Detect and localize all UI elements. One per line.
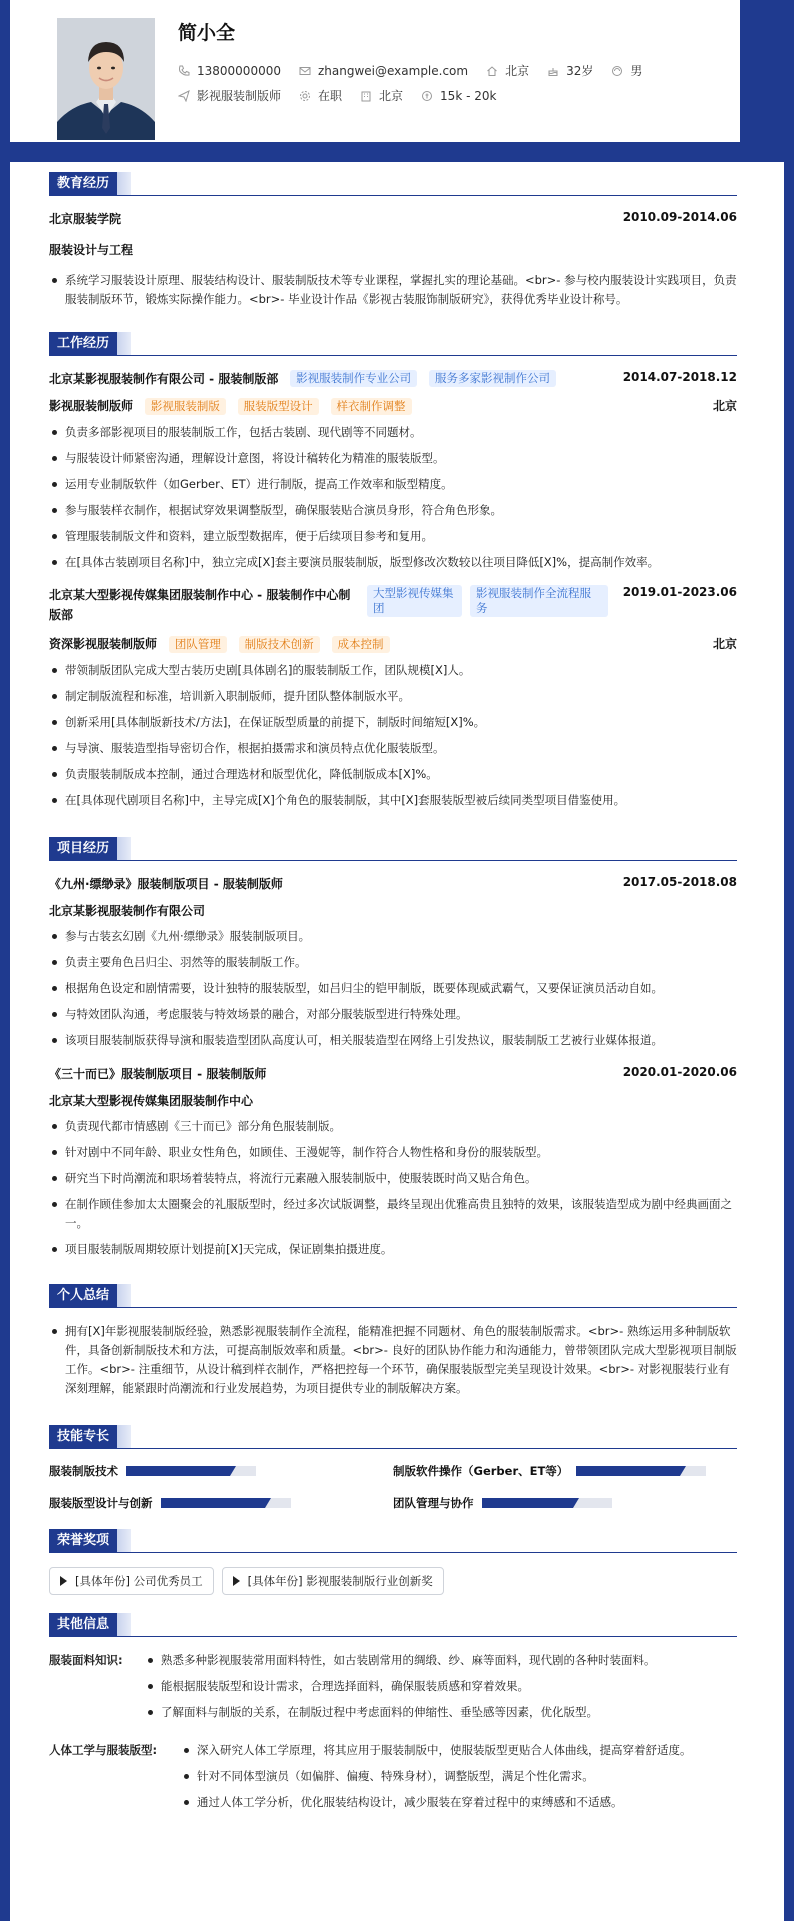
award-text: [具体年份] 公司优秀员工 [75,1574,203,1588]
building-icon [360,90,372,102]
section-divider [49,860,737,861]
role-tag: 样衣制作调整 [331,398,412,415]
frame-right [784,150,794,1921]
role-tag: 制版技术创新 [239,636,320,653]
list-item: 在制作顾佳参加太太圈聚会的礼服版型时，经过多次试版调整，最终呈现出优雅高贵且独特的效果，该服装造型成为剧中经典画面之一。 [49,1195,737,1233]
summary-text: 拥有[X]年影视服装制版经验，熟悉影视服装制作全流程，能精准把握不同题材、角色的服装制版需求。<br>- 熟练运用多种制版软件，具备创新制版技术和方法，可提高制版效率和质量。<br>- 良好的团队协作能力和沟通能力，曾带领团队完成大型影视项目制版工作。<br>- 注重细节，从设计稿到样衣制作，严格把控每一个环节，确保服装版型完美呈现设计效果。<br>- 对影视服装行业有深刻理解，能紧跟时尚潮流和行业发展趋势，为项目提供专业的制版解决方案。 [49,1322,737,1398]
skill-bar [482,1498,612,1508]
project-name: 《九州·缥缈录》服装制版项目 - 服装制版师 [49,877,283,891]
section-skills [49,1425,737,1449]
role-tag: 服装版型设计 [238,398,319,415]
section-other [49,1613,737,1637]
section-divider [49,1552,737,1553]
play-icon [233,1576,240,1586]
status [299,87,342,104]
profile-name: 简小全 [178,22,236,44]
section-title: 项目经历 [49,837,117,861]
list-item: 能根据服装版型和设计需求，合理选择面料，确保服装质感和穿着效果。 [145,1677,737,1696]
section-projects [49,837,737,861]
target-city-text: 北京 [379,89,404,103]
list-item: 针对不同体型演员（如偏胖、偏瘦、特殊身材），调整版型，满足个性化需求。 [181,1767,737,1786]
project-org: 北京某大型影视传媒集团服装制作中心 [49,1094,254,1108]
email [299,64,468,78]
edu-date: 2010.09-2014.06 [622,210,737,224]
section-title: 个人总结 [49,1284,117,1308]
play-icon [60,1576,67,1586]
section-title: 教育经历 [49,172,117,196]
company-name: 北京某大型影视传媒集团服装制作中心 - 服装制作中心制版部 [49,588,351,622]
company-tag: 影视服装制作全流程服务 [470,585,608,617]
work-entry [49,585,737,810]
salary [421,89,496,103]
location-text: 北京 [505,64,530,78]
list-item: 制定制版流程和标准，培训新入职制版师，提升团队整体制版水平。 [49,687,737,706]
salary-text: 15k - 20k [440,88,497,103]
section-divider [49,1448,737,1449]
profile-header [10,0,740,142]
frame-divider [0,142,740,150]
list-item: 与特效团队沟通，考虑服装与特效场景的融合，对部分服装版型进行特殊处理。 [49,1005,737,1024]
list-item: 管理服装制版文件和资料，建立版型数据库，便于后续项目参考和复用。 [49,527,737,546]
project-date: 2017.05-2018.08 [622,875,737,889]
cake-icon [547,65,559,77]
job-role: 影视服装制版师 [49,399,134,413]
project-entry [49,875,737,1050]
gender [611,62,642,79]
role-tag: 团队管理 [169,636,227,653]
company-tag: 影视服装制作专业公司 [290,370,417,387]
frame-top-right [740,0,794,150]
awards-list [49,1567,737,1595]
section-divider [49,355,737,356]
list-item: 负责多部影视项目的服装制版工作，包括古装剧、现代剧等不同题材。 [49,423,737,442]
list-item: 在[具体现代剧项目名称]中，主导完成[X]个角色的服装制版，其中[X]套服装版型被后续同类型项目借鉴使用。 [49,791,737,810]
gear-icon [299,90,311,102]
project-entry [49,1065,737,1259]
list-item: 带领制版团队完成大型古装历史剧[具体剧名]的服装制版工作，团队规模[X]人。 [49,661,737,680]
work-date: 2014.07-2018.12 [622,370,737,384]
list-item: 针对剧中不同年龄、职业女性角色，如顾佳、王漫妮等，制作符合人物性格和身份的服装版型。 [49,1143,737,1162]
phone-icon [178,65,190,77]
work-entry [49,370,737,572]
list-item: 根据角色设定和剧情需要，设计独特的服装版型，如吕归尘的铠甲制版，既要体现威武霸气，又要保证演员活动自如。 [49,979,737,998]
send-icon [178,90,190,102]
skill-item [49,1463,393,1479]
list-item: 系统学习服装设计原理、服装结构设计、服装制版技术等专业课程，掌握扎实的理论基础。<br>- 参与校内服装设计实践项目，负责服装制版环节，锻炼实际操作能力。<br>- 毕业设计作品《影视古装服饰制版研究》，获得优秀毕业设计称号。 [49,271,737,309]
other-block [49,1651,737,1729]
section-education [49,172,737,196]
work-city: 北京 [712,399,737,413]
skill-item [393,1463,737,1479]
list-item: 与服装设计师紧密沟通，理解设计意图，将设计稿转化为精准的服装版型。 [49,449,737,468]
section-title: 荣誉奖项 [49,1529,117,1553]
section-divider [49,1307,737,1308]
target-job-text: 影视服装制版师 [197,89,282,103]
section-title: 其他信息 [49,1613,117,1637]
list-item: 负责服装制版成本控制，通过合理选材和版型优化，降低制版成本[X]%。 [49,765,737,784]
skill-level-fill [161,1498,265,1508]
frame-left [0,0,10,1921]
avatar-portrait-icon [57,18,155,140]
list-item: 了解面料与制版的关系，在制版过程中考虑面料的伸缩性、垂坠感等因素，优化版型。 [145,1703,737,1722]
project-date: 2020.01-2020.06 [622,1065,737,1079]
skill-level-fill [126,1466,230,1476]
skill-level-fill [482,1498,573,1508]
list-item: 熟悉多种影视服装常用面料特性，如古装剧常用的绸缎、纱、麻等面料，现代剧的各种时装面料。 [145,1651,737,1670]
skill-level-fill [576,1466,680,1476]
status-text: 在职 [318,89,343,103]
resume-content [49,172,737,1819]
list-item: 参与古装玄幻剧《九州·缥缈录》服装制版项目。 [49,927,737,946]
job-role: 资深影视服装制版师 [49,637,158,651]
role-tag: 成本控制 [332,636,390,653]
list-item: 参与服装样衣制作，根据试穿效果调整版型，确保服装贴合演员身形，符合角色形象。 [49,501,737,520]
list-item: 项目服装制版周期较原计划提前[X]天完成，保证剧集拍摄进度。 [49,1240,737,1259]
section-awards [49,1529,737,1553]
skill-bar [576,1466,706,1476]
skill-name: 制版软件操作（Gerber、ET等） [393,1464,569,1478]
gender-icon [611,65,623,77]
skill-name: 团队管理与协作 [393,1496,474,1510]
company-tag: 大型影视传媒集团 [367,585,462,617]
list-item: 负责现代都市情感剧《三十而已》部分角色服装制版。 [49,1117,737,1136]
target-job [178,87,281,104]
award-text: [具体年份] 影视服装制版行业创新奖 [247,1574,433,1588]
project-org: 北京某影视服装制作有限公司 [49,904,206,918]
list-item: 运用专业制版软件（如Gerber、ET）进行制版，提高工作效率和版型精度。 [49,475,737,494]
list-item: 研究当下时尚潮流和职场着装特点，将流行元素融入服装制版中，使服装既时尚又贴合角色。 [49,1169,737,1188]
skills-grid [49,1463,737,1511]
email-text: zhangwei@example.com [317,63,469,78]
skill-bar [161,1498,291,1508]
job-intent-row [178,87,514,104]
award-item [49,1567,214,1595]
company-tag: 服务多家影视制作公司 [429,370,556,387]
project-name: 《三十而已》服装制版项目 - 服装制版师 [49,1067,267,1081]
section-divider [49,195,737,196]
age-text: 32岁 [566,64,594,78]
company-name: 北京某影视服装制作有限公司 - 服装制版部 [49,372,279,386]
home-icon [486,65,498,77]
age [547,62,593,79]
skill-item [393,1495,737,1511]
award-item [222,1567,444,1595]
list-item: 创新采用[具体制版新技术/方法]，在保证版型质量的前提下，制版时间缩短[X]%。 [49,713,737,732]
major: 服装设计与工程 [49,243,134,257]
list-item: 在[具体古装剧项目名称]中，独立完成[X]套主要演员服装制版，版型修改次数较以往项目降低[X]%，提高制作效率。 [49,553,737,572]
phone-text: 13800000000 [197,63,281,78]
skill-name: 服装制版技术 [49,1464,118,1478]
work-date: 2019.01-2023.06 [622,585,737,599]
section-divider [49,1636,737,1637]
avatar [57,18,155,140]
frame-band [10,150,794,162]
section-work [49,332,737,356]
other-key: 服装面料知识: [49,1653,123,1667]
list-item: 通过人体工学分析，优化服装结构设计，减少服装在穿着过程中的束缚感和不适感。 [181,1793,737,1812]
skill-item [49,1495,393,1511]
other-block [49,1741,737,1819]
role-tag: 影视服装制版 [145,398,226,415]
phone [178,64,281,78]
target-city [360,87,403,104]
school-name: 北京服装学院 [49,212,122,226]
list-item: 负责主要角色吕归尘、羽然等的服装制版工作。 [49,953,737,972]
education-entry [49,210,737,309]
gender-text: 男 [630,64,643,78]
list-item: 深入研究人体工学原理，将其应用于服装制版中，使服装版型更贴合人体曲线，提高穿着舒适度。 [181,1741,737,1760]
contact-row [178,62,660,79]
other-key: 人体工学与服装版型: [49,1743,158,1757]
list-item: 与导演、服装造型指导密切合作，根据拍摄需求和演员特点优化服装版型。 [49,739,737,758]
work-city: 北京 [712,637,737,651]
section-title: 工作经历 [49,332,117,356]
mail-icon [299,65,311,77]
coin-icon [421,90,433,102]
skill-bar [126,1466,256,1476]
section-summary [49,1284,737,1308]
section-title: 技能专长 [49,1425,117,1449]
location [486,62,529,79]
skill-name: 服装版型设计与创新 [49,1496,153,1510]
list-item: 该项目服装制版获得导演和服装造型团队高度认可，相关服装造型在网络上引发热议，服装制版工艺被行业媒体报道。 [49,1031,737,1050]
